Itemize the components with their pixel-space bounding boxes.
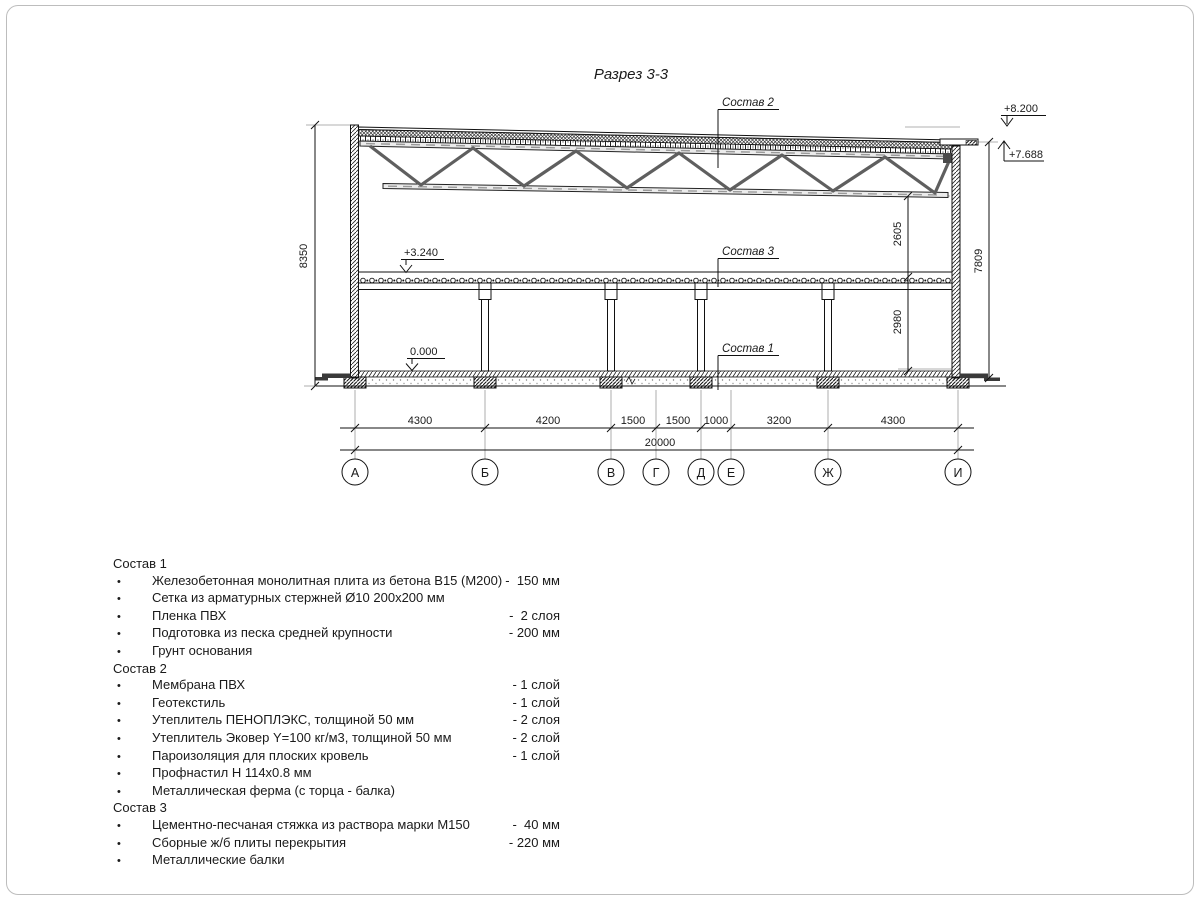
hdim-label: 1000 [703,415,729,427]
vdim-right-label: 7809 [973,248,985,274]
materials-item [113,817,560,835]
column [482,300,489,372]
bullet-icon: • [117,855,121,868]
materials-item [113,695,560,713]
materials-section-heading: Состав 2 [113,660,167,676]
materials-item [113,712,560,730]
footing [474,377,496,388]
hdim-label: 4200 [535,415,561,427]
materials-item-value: - 40 мм [512,816,560,832]
bullet-icon: • [117,680,121,693]
column-head [822,283,834,300]
elevation-slab-label: +3.240 [404,247,438,259]
materials-item-value: - 220 мм [508,834,560,850]
callout-sostav3: Состав 3 [722,246,774,258]
axis-label: Д [696,466,706,480]
materials-item-text: Грунт основания [152,642,253,658]
materials-item-text: Металлическая ферма (с торца - балка) [152,782,395,798]
materials-item [113,730,560,748]
bullet-icon: • [117,628,121,641]
materials-item [113,608,560,626]
materials-item-value: - 200 мм [508,625,560,641]
axis-label: Е [726,466,736,480]
materials-item-text: Пленка ПВХ [152,607,227,623]
materials-item [113,835,560,853]
materials-item-text: Сборные ж/б плиты перекрытия [152,834,347,850]
axis-label: Г [652,466,660,480]
left-stoop-step [315,377,328,381]
vdim-left-label: 8350 [298,243,310,269]
bullet-icon: • [117,785,121,798]
axis-label: И [953,466,963,480]
drawing-title: Разрез 3-3 [593,66,669,83]
ground-floor [315,371,1006,388]
materials-item [113,625,560,643]
materials-item [113,573,560,591]
intermediate-floor [359,272,953,290]
bullet-icon: • [117,750,121,763]
callout-sostav2: Состав 2 [722,97,774,109]
hdim-label: 1500 [665,415,691,427]
materials-item-value: - 2 слой [512,729,560,745]
right-wall [952,146,960,378]
columns [479,283,834,371]
materials-item-text: Железобетонная монолитная плита из бетона В15 (М200) [152,572,503,588]
right-stoop [960,374,988,379]
materials-item-text: Сетка из арматурных стержней Ø10 200х200 мм [152,590,445,606]
materials-item [113,765,560,783]
vdim-inner-bottom-label: 2980 [892,309,904,335]
bullet-icon: • [117,645,121,658]
materials-item-value: - 2 слоя [509,607,560,623]
materials-section-heading: Состав 3 [113,800,167,816]
bullet-icon: • [117,610,121,623]
materials-item-text: Мембрана ПВХ [152,677,246,693]
bullet-icon: • [117,732,121,745]
axis-bubbles [342,459,971,485]
axis-label: Б [480,466,490,480]
footing [600,377,622,388]
hdim-label: 1500 [620,415,646,427]
bullet-icon: • [117,593,121,606]
column [608,300,615,372]
bullet-icon: • [117,768,121,781]
elevation-floor-label: 0.000 [410,346,438,358]
materials-item-text: Геотекстиль [152,694,226,710]
axis-label: Ж [822,466,834,480]
materials-item-text: Цементно-песчаная стяжка из раствора марки М150 [152,816,470,832]
materials-item-value: - 1 слой [512,747,560,763]
materials-item-text: Пароизоляция для плоских кровель [152,747,369,763]
column-head [479,283,491,300]
materials-item-text: Профнастил Н 114х0.8 мм [152,765,312,781]
bullet-icon: • [117,837,121,850]
callout-sostav1: Состав 1 [722,343,774,355]
bullet-icon: • [117,575,121,588]
footing [690,377,712,388]
materials-item [113,590,560,608]
bullet-icon: • [117,697,121,710]
materials-item [113,748,560,766]
materials-item-text: Подготовка из песка средней крупности [152,625,393,641]
total-dim-label: 20000 [644,437,676,449]
materials-item [113,643,560,661]
materials-list [113,556,560,870]
hdim-label: 4300 [880,415,906,427]
materials-item-value: - 150 мм [505,572,560,588]
materials-item-text: Металлические балки [152,852,285,868]
left-wall [351,125,359,378]
footing [817,377,839,388]
materials-item-value: - 2 слоя [512,712,560,728]
sand-base [348,377,964,386]
parapet-cap-insert [966,141,977,146]
floor-slab [359,371,953,377]
hdim-label: 4300 [407,415,433,427]
materials-item [113,677,560,695]
truss-end-bracket [943,153,952,163]
materials-item-value: - 1 слой [512,694,560,710]
hdim-label: 3200 [766,415,792,427]
bullet-icon: • [117,715,121,728]
column-head [695,283,707,300]
axis-label: А [350,466,360,480]
materials-section-heading: Состав 1 [113,556,167,571]
materials-item-text: Утеплитель ПЕНОПЛЭКС, толщиной 50 мм [152,712,415,728]
axis-label: В [606,466,616,480]
materials-item [113,783,560,801]
materials-item-value: - 1 слой [512,677,560,693]
footing [947,377,969,388]
vdim-inner-top-label: 2605 [892,221,904,247]
column-head [605,283,617,300]
hollow-core-slab [359,272,953,283]
materials-item-text: Утеплитель Эковер Y=100 кг/м3, толщиной 50 мм [152,729,452,745]
elevation-truss-label: +7.688 [1009,149,1043,161]
materials-item [113,852,560,870]
column [698,300,705,372]
bullet-icon: • [117,819,121,832]
column [825,300,832,372]
footing [344,377,366,388]
elevation-roof-label: +8.200 [1004,103,1038,115]
